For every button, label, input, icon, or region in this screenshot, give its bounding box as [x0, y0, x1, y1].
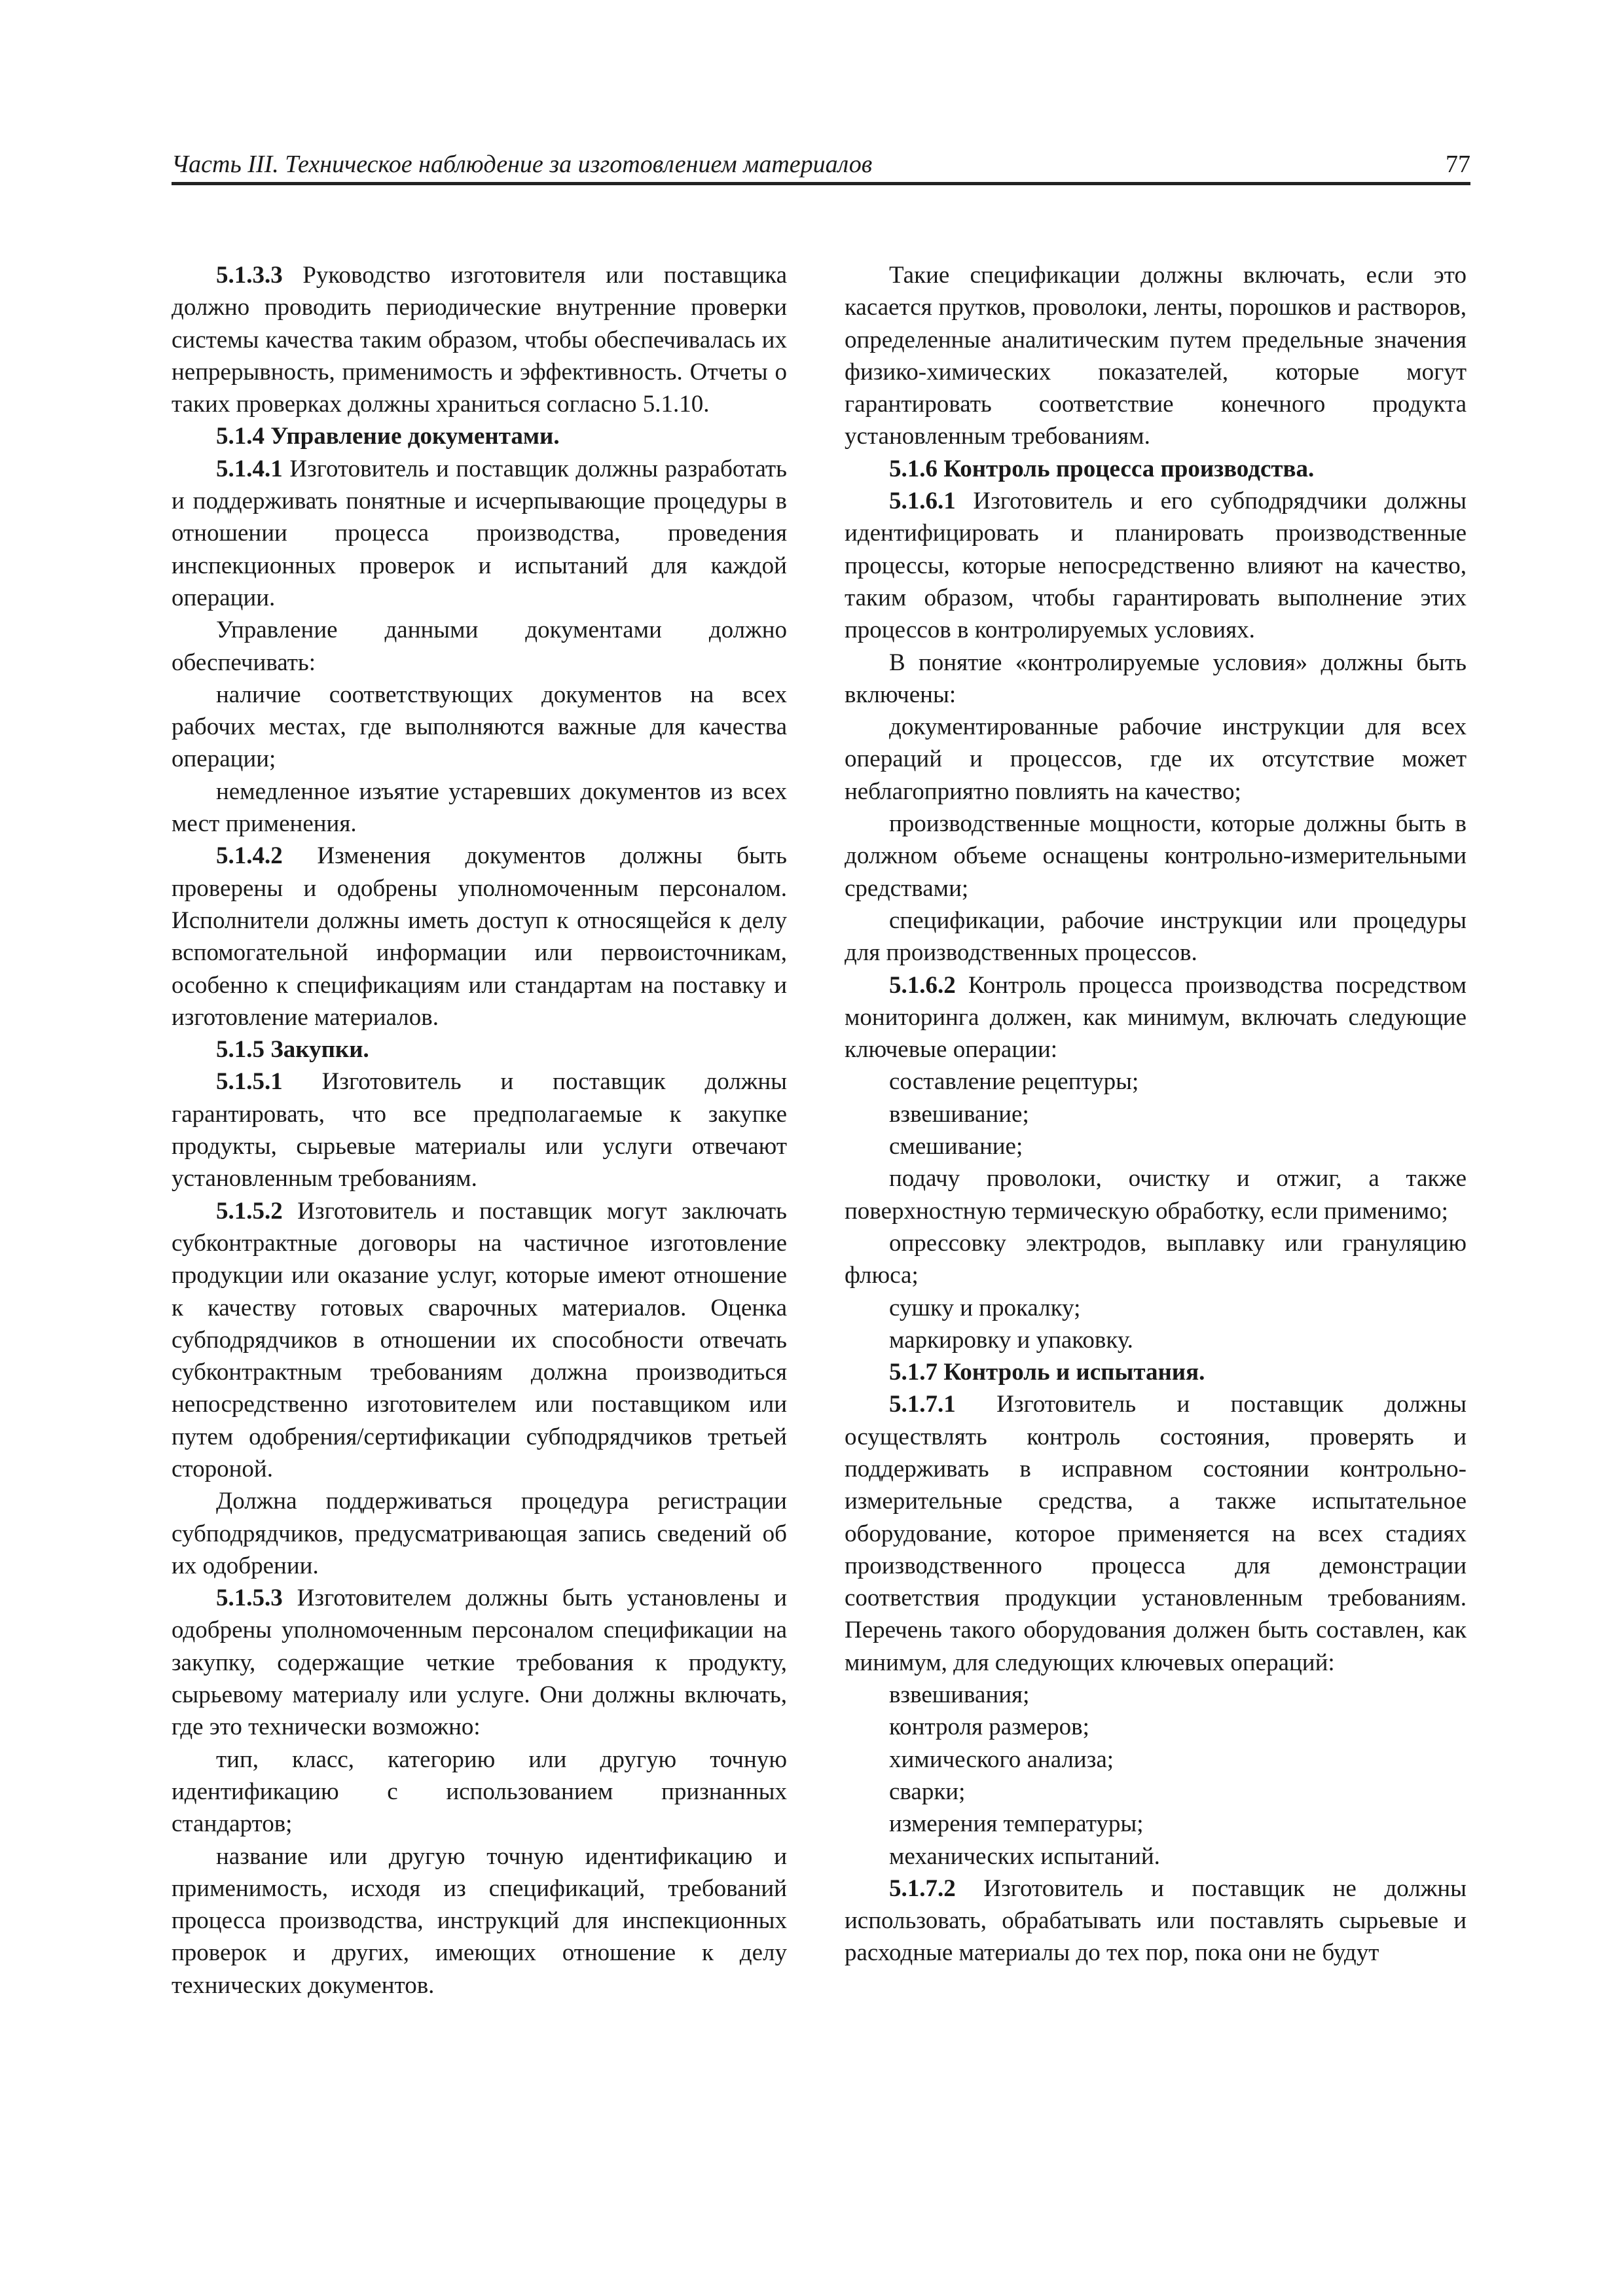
list-item: название или другую точную идентификацию и применимость, исходя из спецификаций, требований процесса производства, инструкций для инспекционных проверок и других, имеющих отношение к делу технических документов.	[172, 1842, 787, 1999]
clause-number: 5.1.6.2	[889, 971, 956, 999]
clause-number: 5.1.6.1	[889, 488, 956, 515]
list-item: наличие соответствующих документов на всех рабочих местах, где выполняются важные для качества операции;	[172, 681, 787, 773]
paragraph-5-1-7-1	[845, 1388, 1467, 1679]
paragraph-5-1-4-1	[172, 453, 787, 614]
paragraph: Должна поддерживаться процедура регистрации субподрядчиков, предусматривающая запись сведений об их одобрении.	[172, 1488, 787, 1579]
paragraph-text: Изготовитель и поставщик должны гарантировать, что все предполагаемые к закупке продукты, сырьевые материалы или услуги отвечают установленным требованиям.	[172, 1068, 787, 1193]
list-item: измерения температуры;	[889, 1810, 1144, 1838]
right-column	[845, 259, 1467, 1969]
paragraph-5-1-6-1	[845, 485, 1467, 646]
list-item: взвешивание;	[889, 1100, 1029, 1128]
clause-number: 5.1.5.1	[216, 1068, 283, 1096]
clause-number: 5.1.5.2	[216, 1197, 283, 1225]
clause-number: 5.1.7.1	[889, 1391, 956, 1418]
left-column	[172, 259, 787, 2001]
paragraph: Управление данными документами должно обеспечивать:	[172, 617, 787, 676]
section-heading-5-1-7: 5.1.7 Контроль и испытания.	[889, 1359, 1205, 1386]
list-item: тип, класс, категорию или другую точную идентификацию с использованием признанных стандартов;	[172, 1746, 787, 1838]
clause-number: 5.1.3.3	[216, 262, 283, 289]
list-item: контроля размеров;	[889, 1713, 1089, 1741]
paragraph-text: Изготовитель и поставщик должны осуществлять контроль состояния, проверять и поддерживать в исправном состоянии контрольно-измерительные средства, а также испытательное оборудование, которое применяется на всех стадиях производственного процесса для демонстрации соответствия продукции установленным требованиям. Перечень такого оборудования должен быть составлен, как минимум, для следующих ключевых операций:	[845, 1391, 1467, 1676]
paragraph-5-1-5-2	[172, 1195, 787, 1486]
list-item: спецификации, рабочие инструкции или процедуры для производственных процессов.	[845, 906, 1467, 967]
list-item: сварки;	[889, 1778, 966, 1805]
list-item: сушку и прокалку;	[889, 1294, 1081, 1321]
paragraph-text: Изготовитель и поставщик не должны использовать, обрабатывать или поставлять сырьевые и расходные материалы до тех пор, пока они не будут	[845, 1874, 1467, 1967]
list-item: взвешивания;	[889, 1681, 1030, 1709]
list-item: механических испытаний.	[889, 1842, 1160, 1870]
list-item: документированные рабочие инструкции для всех операций и процессов, где их отсутствие может неблагоприятно повлиять на качество;	[845, 713, 1467, 805]
list-item: опрессовку электродов, выплавку или грануляцию флюса;	[845, 1229, 1467, 1289]
list-item: смешивание;	[889, 1133, 1023, 1160]
paragraph: В понятие «контролируемые условия» должны быть включены:	[845, 649, 1467, 708]
paragraph-5-1-7-2	[845, 1873, 1467, 1969]
paragraph-5-1-5-3	[172, 1582, 787, 1743]
section-heading-5-1-6: 5.1.6 Контроль процесса производства.	[889, 455, 1315, 482]
list-item: производственные мощности, которые должны быть в должном объеме оснащены контрольно-измерительными средствами;	[845, 810, 1467, 902]
paragraph-text: Изготовитель и его субподрядчики должны идентифицировать и планировать производственные процессы, которые непосредственно влияют на качество, таким образом, чтобы гарантировать выполнение этих процессов в контролируемых условиях.	[845, 488, 1467, 644]
section-heading-5-1-4: 5.1.4 Управление документами.	[216, 423, 560, 450]
paragraph-text: Изменения документов должны быть проверены и одобрены уполномоченным персоналом. Исполнители должны иметь доступ к относящейся к делу вспомогательной информации или первоисточникам, особенно к спецификациям или стандартам на поставку и изготовление материалов.	[172, 842, 787, 1031]
paragraph-text: Изготовитель и поставщик могут заключать субконтрактные договоры на частичное изготовление продукции или оказание услуг, которые имеют отношение к качеству готовых сварочных материалов. Оценка субподрядчиков в отношении их способности отвечать субконтрактным требованиям должна производиться непосредственно изготовителем или поставщиком или путем одобрения/сертификации субподрядчиков третьей стороной.	[172, 1197, 787, 1482]
paragraph-text: Изготовитель и поставщик должны разработать и поддерживать понятные и исчерпывающие процедуры в отношении процесса производства, проведения инспекционных проверок и испытаний для каждой операции.	[172, 455, 787, 611]
paragraph: Такие спецификации должны включать, если это касается прутков, проволоки, ленты, порошков и растворов, определенные аналитическим путем предельные значения физико-химических показателей, которые могут гарантировать соответствие конечного продукта установленным требованиям.	[845, 262, 1467, 450]
paragraph-5-1-4-2	[172, 840, 787, 1033]
list-item: немедленное изъятие устаревших документов из всех мест применения.	[172, 778, 787, 838]
section-heading-5-1-5: 5.1.5 Закупки.	[216, 1036, 369, 1064]
paragraph-5-1-5-1	[172, 1066, 787, 1194]
list-item: химического анализа;	[889, 1746, 1114, 1773]
running-header	[172, 148, 1470, 181]
paragraph-text: Изготовителем должны быть установлены и одобрены уполномоченным персоналом спецификации на закупку, содержащие четкие требования к продукту, сырьевому материалу или услуге. Они должны включать, где это технически возможно:	[172, 1585, 787, 1741]
clause-number: 5.1.4.1	[216, 455, 283, 482]
clause-number: 5.1.7.2	[889, 1874, 956, 1902]
paragraph-5-1-6-2	[845, 969, 1467, 1066]
paragraph-text: Руководство изготовителя или поставщика должно проводить периодические внутренние проверки системы качества таким образом, чтобы обеспечивалась их непрерывность, применимость и эффективность. Отчеты о таких проверках должны храниться согласно 5.1.10.	[172, 262, 787, 418]
paragraph-text: Контроль процесса производства посредством мониторинга должен, как минимум, включать следующие ключевые операции:	[845, 971, 1467, 1064]
list-item: подачу проволоки, очистку и отжиг, а также поверхностную термическую обработку, если применимо;	[845, 1165, 1467, 1225]
page-number: 77	[1446, 151, 1470, 178]
list-item: маркировку и упаковку.	[889, 1326, 1133, 1354]
header-title: Часть III. Техническое наблюдение за изготовлением материалов	[172, 151, 873, 178]
header-rule	[172, 182, 1470, 185]
clause-number: 5.1.5.3	[216, 1585, 283, 1612]
clause-number: 5.1.4.2	[216, 842, 283, 870]
paragraph-5-1-3-3	[172, 259, 787, 420]
list-item: составление рецептуры;	[889, 1068, 1139, 1096]
